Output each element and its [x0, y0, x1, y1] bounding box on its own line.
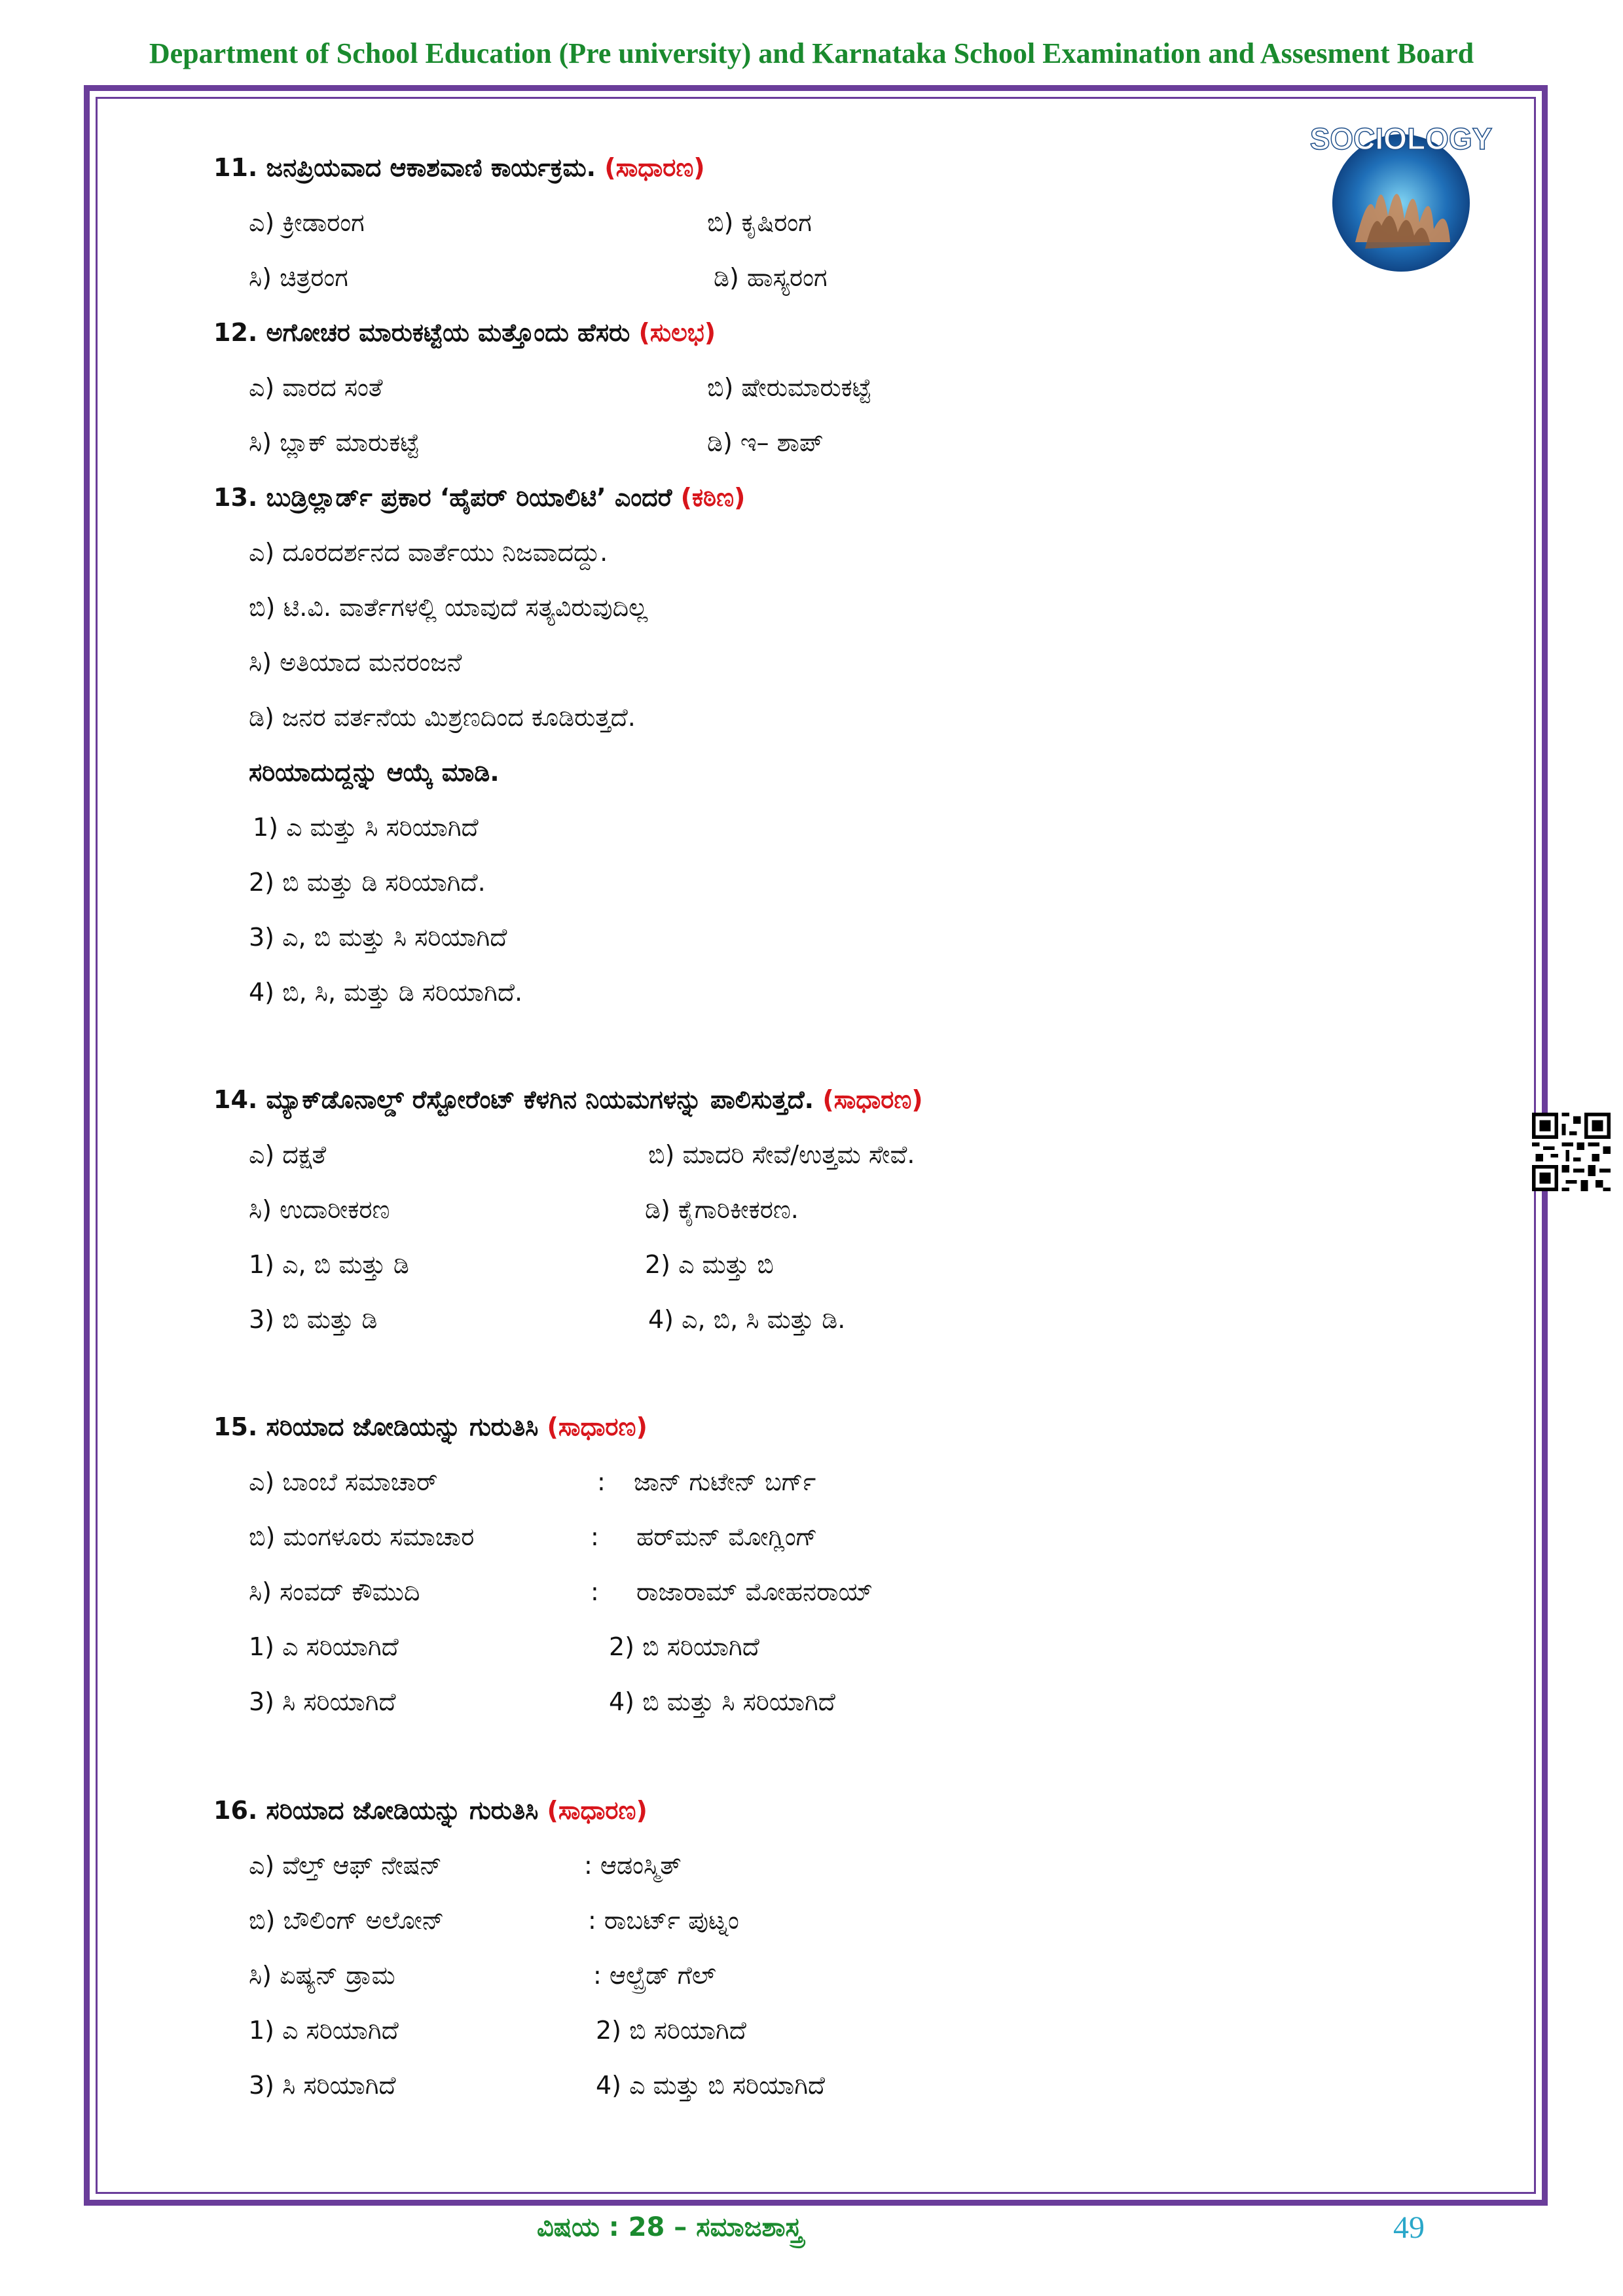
- q13-instruction: ಸರಿಯಾದುದ್ದನ್ನು ಆಯ್ಕೆ ಮಾಡಿ.: [249, 758, 500, 787]
- q11-option-d: ಡಿ) ಹಾಸ್ಯರಂಗ: [714, 263, 828, 292]
- q15-pair-b-sep: :: [591, 1522, 599, 1551]
- q13-statement-d: ಡಿ) ಜನರ ವರ್ತನೆಯ ಮಿಶ್ರಣದಿಂದ ಕೂಡಿರುತ್ತದೆ.: [249, 703, 636, 732]
- q11-option-b: ಬಿ) ಕೃಷಿರಂಗ: [707, 208, 812, 237]
- q14-question: [213, 1084, 923, 1115]
- q16-difficulty: (ಸಾಧಾರಣ): [547, 1796, 647, 1825]
- q12-option-a: ಎ) ವಾರದ ಸಂತೆ: [249, 373, 383, 402]
- q14-choice-4: 4) ಎ, ಬಿ, ಸಿ ಮತ್ತು ಡಿ.: [648, 1305, 846, 1334]
- document-header: Department of School Education (Pre university) and Karnataka School Examination and Assesment Board: [149, 37, 1474, 69]
- q15-difficulty: (ಸಾಧಾರಣ): [547, 1412, 647, 1441]
- footer-subject: ವಿಷಯ : 28 – ಸಮಾಜಶಾಸ್ತ್ರ: [537, 2212, 803, 2242]
- q12-question: [213, 317, 716, 348]
- page-number: 49: [1393, 2210, 1425, 2245]
- q11-difficulty: (ಸಾಧಾರಣ): [604, 153, 705, 182]
- q13-title: 13. ಬುಡ್ರಿಲ್ಲಾರ್ಡ್ ಪ್ರಕಾರ ‘ಹೈಪರ್ ರಿಯಾಲಿಟಿ’ ಎಂದರೆ: [213, 483, 672, 512]
- q16-choice-2: 2) ಬಿ ಸರಿಯಾಗಿದೆ: [596, 2016, 746, 2045]
- q14-option-b: ಬಿ) ಮಾದರಿ ಸೇವೆ/ಉತ್ತಮ ಸೇವೆ.: [648, 1140, 915, 1169]
- q16-title: 16. ಸರಿಯಾದ ಜೋಡಿಯನ್ನು ಗುರುತಿಸಿ: [213, 1796, 539, 1825]
- q15-choice-4: 4) ಬಿ ಮತ್ತು ಸಿ ಸರಿಯಾಗಿದೆ: [609, 1687, 835, 1716]
- q15-pair-a-sep: :: [597, 1467, 606, 1496]
- q13-choice-2: 2) ಬಿ ಮತ್ತು ಡಿ ಸರಿಯಾಗಿದೆ.: [249, 868, 486, 897]
- q11-option-a: ಎ) ಕ್ರೀಡಾರಂಗ: [249, 208, 365, 237]
- q13-difficulty: (ಕಠಿಣ): [680, 483, 746, 512]
- q15-pair-c-right: ರಾಜಾರಾಮ್ ಮೋಹನರಾಯ್: [636, 1577, 873, 1606]
- q15-pair-a-right: ಜಾನ್ ಗುಟೇನ್ ಬರ್ಗ್: [634, 1467, 816, 1496]
- q13-choice-1: 1) ಎ ಮತ್ತು ಸಿ ಸರಿಯಾಗಿದೆ: [253, 813, 479, 842]
- q14-option-c: ಸಿ) ಉದಾರೀಕರಣ: [249, 1195, 390, 1224]
- q13-choice-3: 3) ಎ, ಬಿ ಮತ್ತು ಸಿ ಸರಿಯಾಗಿದೆ: [249, 923, 507, 952]
- q16-pair-a-left: ಎ) ವೆಲ್ತ್ ಆಫ್ ನೇಷನ್: [249, 1851, 442, 1880]
- q12-option-d: ಡಿ) ಇ– ಶಾಪ್: [707, 428, 824, 457]
- q15-choice-3: 3) ಸಿ ಸರಿಯಾಗಿದೆ: [249, 1687, 396, 1716]
- q13-statement-c: ಸಿ) ಅತಿಯಾದ ಮನರಂಜನೆ: [249, 648, 462, 677]
- q15-pair-c-sep: :: [591, 1577, 599, 1606]
- q15-question: [213, 1411, 647, 1443]
- q16-pair-c-right: : ಆಲ್ಪ್ರೆಡ್ ಗೆಲ್: [593, 1961, 716, 1990]
- q11-question: [213, 152, 705, 183]
- q15-pair-b-left: ಬಿ) ಮಂಗಳೂರು ಸಮಾಚಾರ: [249, 1522, 475, 1551]
- q14-option-d: ಡಿ) ಕೈಗಾರಿಕೀಕರಣ.: [645, 1195, 799, 1224]
- q16-pair-c-left: ಸಿ) ಏಷ್ಯನ್ ಡ್ರಾಮ: [249, 1961, 395, 1990]
- q16-choice-1: 1) ಎ ಸರಿಯಾಗಿದೆ: [249, 2016, 399, 2045]
- q15-pair-c-left: ಸಿ) ಸಂವದ್ ಕೌಮುದಿ: [249, 1577, 420, 1606]
- q14-choice-2: 2) ಎ ಮತ್ತು ಬಿ: [645, 1250, 774, 1279]
- q16-pair-a-right: : ಆಡಂಸ್ಮಿತ್: [584, 1851, 682, 1880]
- q15-choice-2: 2) ಬಿ ಸರಿಯಾಗಿದೆ: [609, 1632, 759, 1661]
- q15-choice-1: 1) ಎ ಸರಿಯಾಗಿದೆ: [249, 1632, 399, 1661]
- q12-option-b: ಬಿ) ಷೇರುಮಾರುಕಟ್ಟೆ: [707, 373, 871, 402]
- q14-title: 14. ಮ್ಯಾಕ್‌ಡೊನಾಲ್ಡ್ ರೆಸ್ಟೋರೆಂಟ್ ಕೆಳಗಿನ ನಿಯಮಗಳನ್ನು ಪಾಲಿಸುತ್ತದೆ.: [213, 1085, 814, 1114]
- q13-choice-4: 4) ಬಿ, ಸಿ, ಮತ್ತು ಡಿ ಸರಿಯಾಗಿದೆ.: [249, 978, 523, 1007]
- q16-pair-b-left: ಬಿ) ಬೌಲಿಂಗ್ ಅಲೋನ್: [249, 1906, 445, 1935]
- q13-statement-a: ಎ) ದೂರದರ್ಶನದ ವಾರ್ತೆಯು ನಿಜವಾದದ್ದು.: [249, 538, 608, 567]
- q16-choice-4: 4) ಎ ಮತ್ತು ಬಿ ಸರಿಯಾಗಿದೆ: [596, 2071, 826, 2100]
- q12-title: 12. ಅಗೋಚರ ಮಾರುಕಟ್ಟೆಯ ಮತ್ತೊಂದು ಹೆಸರು: [213, 318, 630, 347]
- q14-difficulty: (ಸಾಧಾರಣ): [822, 1085, 923, 1114]
- q16-choice-3: 3) ಸಿ ಸರಿಯಾಗಿದೆ: [249, 2071, 396, 2100]
- q14-option-a: ಎ) ದಕ್ಷತೆ: [249, 1140, 327, 1169]
- q13-statement-b: ಬಿ) ಟಿ.ವಿ. ವಾರ್ತೆಗಳಲ್ಲಿ ಯಾವುದೆ ಸತ್ಯವಿರುವುದಿಲ್ಲ: [249, 593, 648, 622]
- q15-pair-a-left: ಎ) ಬಾಂಬೆ ಸಮಾಚಾರ್: [249, 1467, 438, 1496]
- q12-difficulty: (ಸುಲಭ): [638, 318, 716, 347]
- q16-pair-b-right: : ರಾಬರ್ಟ್ ಪುಟ್ನಂ: [588, 1906, 739, 1935]
- q14-choice-3: 3) ಬಿ ಮತ್ತು ಡಿ: [249, 1305, 378, 1334]
- q14-choice-1: 1) ಎ, ಬಿ ಮತ್ತು ಡಿ: [249, 1250, 409, 1279]
- q15-pair-b-right: ಹರ್‌ಮನ್ ಮೋಗ್ಲಿಂಗ್: [636, 1522, 818, 1551]
- q12-option-c: ಸಿ) ಬ್ಲಾಕ್ ಮಾರುಕಟ್ಟೆ: [249, 428, 420, 457]
- sociology-logo: [1309, 111, 1493, 275]
- q11-option-c: ಸಿ) ಚಿತ್ರರಂಗ: [249, 263, 348, 292]
- q15-title: 15. ಸರಿಯಾದ ಜೋಡಿಯನ್ನು ಗುರುತಿಸಿ: [213, 1412, 539, 1441]
- logo-text: SOCIOLOGY: [1309, 122, 1493, 156]
- q16-question: [213, 1795, 647, 1826]
- q11-title: 11. ಜನಪ್ರಿಯವಾದ ಆಕಾಶವಾಣಿ ಕಾರ್ಯಕ್ರಮ.: [213, 153, 596, 182]
- qr-code[interactable]: [1532, 1113, 1611, 1191]
- q13-question: [213, 482, 745, 513]
